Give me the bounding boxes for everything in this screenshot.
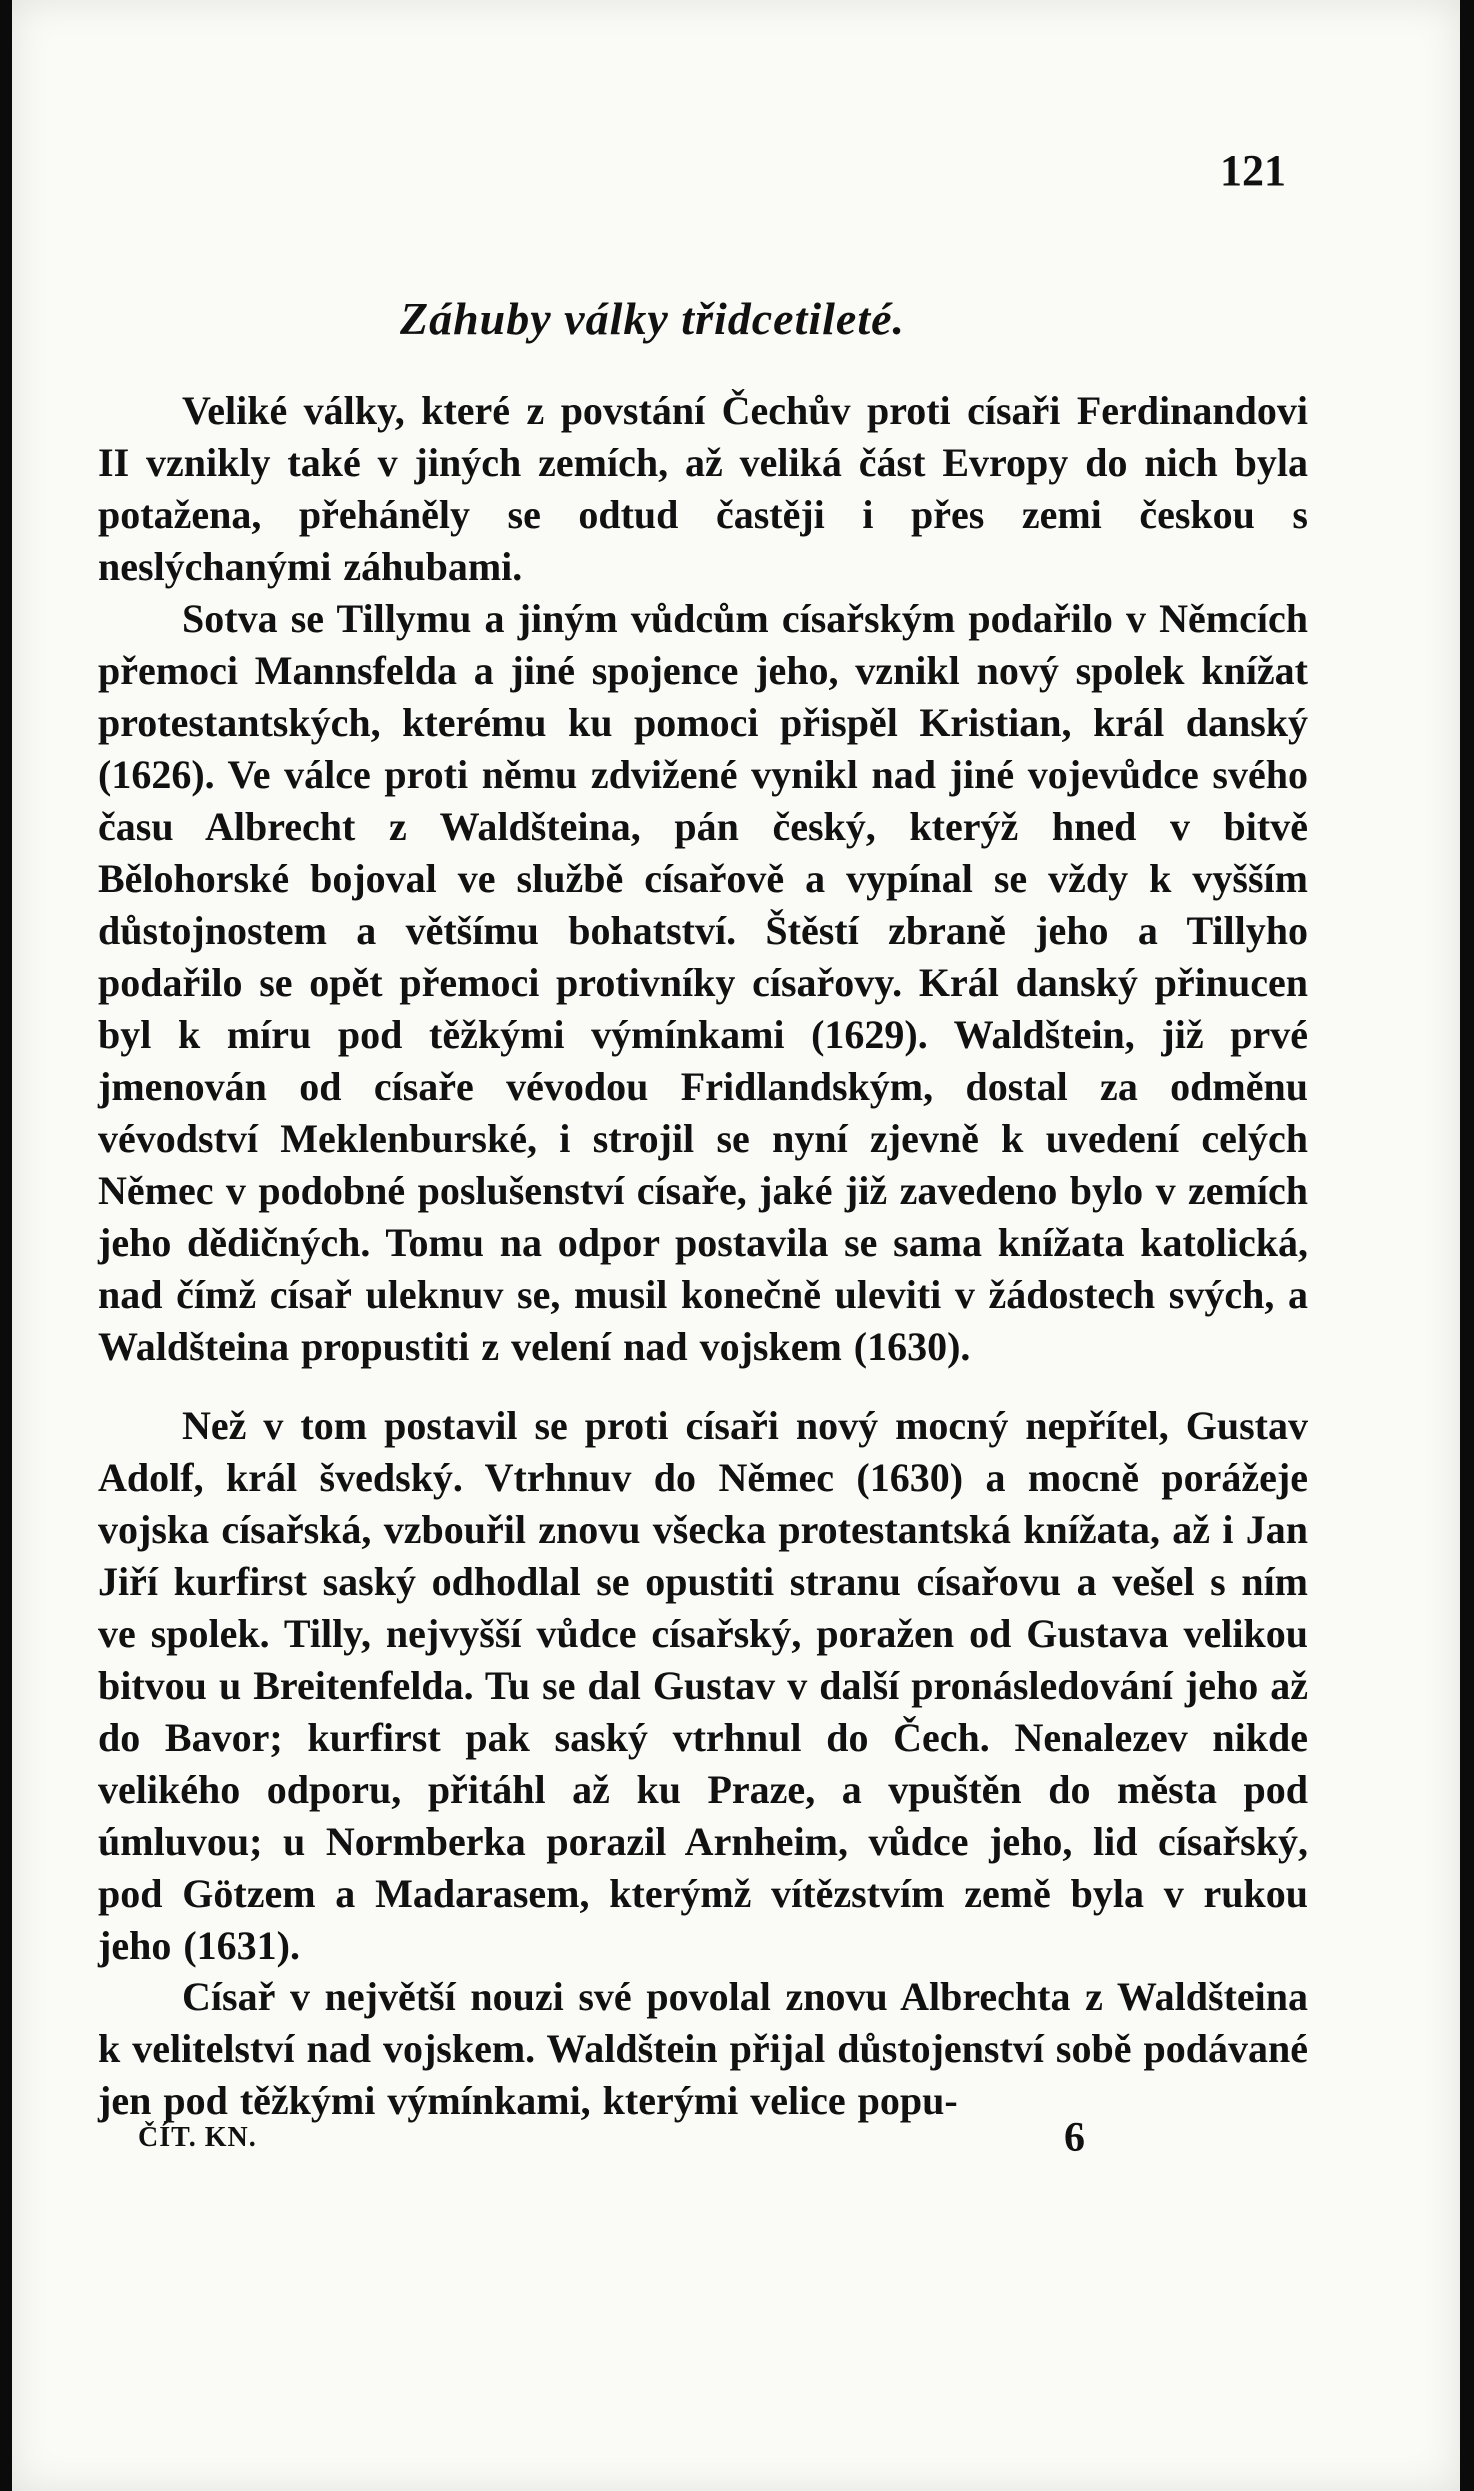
- signature-mark: ČÍT. KN.: [138, 2122, 257, 2153]
- paragraph-4: Císař v největší nouzi své povolal znovu Albrechta z Waldšteina k velitelství nad vojskem. Waldštein přijal důstojenství sobě podávané jen pod těžkými výmínkami, kterými velice popu-: [98, 1974, 1308, 2123]
- paragraph-3: Než v tom postavil se proti císaři nový mocný nepřítel, Gustav Adolf, král švedský. Vtrhnuv do Němec (1630) a mocně porážeje vojska císařská, vzbouřil znovu všecka protestantská knížata, až i Jan Jiří kurfirst saský odhodlal se opustiti stranu císařovu a vešel s ním ve spolek. Tilly, nejvyšší vůdce císařský, poražen od Gustava velikou bitvou u Breitenfelda. Tu se dal Gustav v další pronásledování jeho až do Bavor; kurfirst pak saský vtrhnul do Čech. Nenalezev nikde velikého odporu, přitáhl až ku Praze, a vpuštěn do města pod úmluvou; u Normberka porazil Arnheim, vůdce jeho, lid císařský, pod Götzem a Madarasem, kterýmž vítězstvím země byla v rukou jeho (1631).: [98, 1403, 1308, 1968]
- book-page: [12, 0, 1460, 2491]
- paragraph-2: Sotva se Tillymu a jiným vůdcům císařským podařilo v Němcích přemoci Mannsfelda a jiné spojence jeho, vznikl nový spolek knížat protestantských, kterému ku pomoci přispěl Kristian, král danský (1626). Ve válce proti němu zdvižené vynikl nad jiné vojevůdce svého času Albrecht z Waldšteina, pán český, kterýž hned v bitvě Bělohorské bojoval ve službě císařově a vypínal se vždy k vyšším důstojnostem a většímu bohatství. Štěstí zbraně jeho a Tillyho podařilo se opět přemoci protivníky císařovy. Král danský přinucen byl k míru pod těžkými výmínkami (1629). Waldštein, již prvé jmenován od císaře vévodou Fridlandským, dostal za odměnu vévodství Meklenburské, i strojil se nyní zjevně k uvedení celých Němec v podobné poslušenství císaře, jaké již zavedeno bylo v zemích jeho dědičných. Tomu na odpor postavila se sama knížata katolická, nad čímž císař uleknuv se, musil konečně uleviti v žádostech svých, a Waldšteina propustiti z velení nad vojskem (1630).: [98, 596, 1308, 1369]
- chapter-title: Záhuby války třidcetileté.: [400, 293, 906, 344]
- paragraph-1: Veliké války, které z povstání Čechův proti císaři Ferdinandovi II vznikly také v jiných zemích, až veliká část Evropy do nich byla potažena, přeháněly se odtud častěji i přes zemi českou s neslýchanými záhubami.: [98, 388, 1308, 589]
- sheet-number: 6: [1064, 2115, 1085, 2161]
- page-number: 121: [1220, 146, 1286, 195]
